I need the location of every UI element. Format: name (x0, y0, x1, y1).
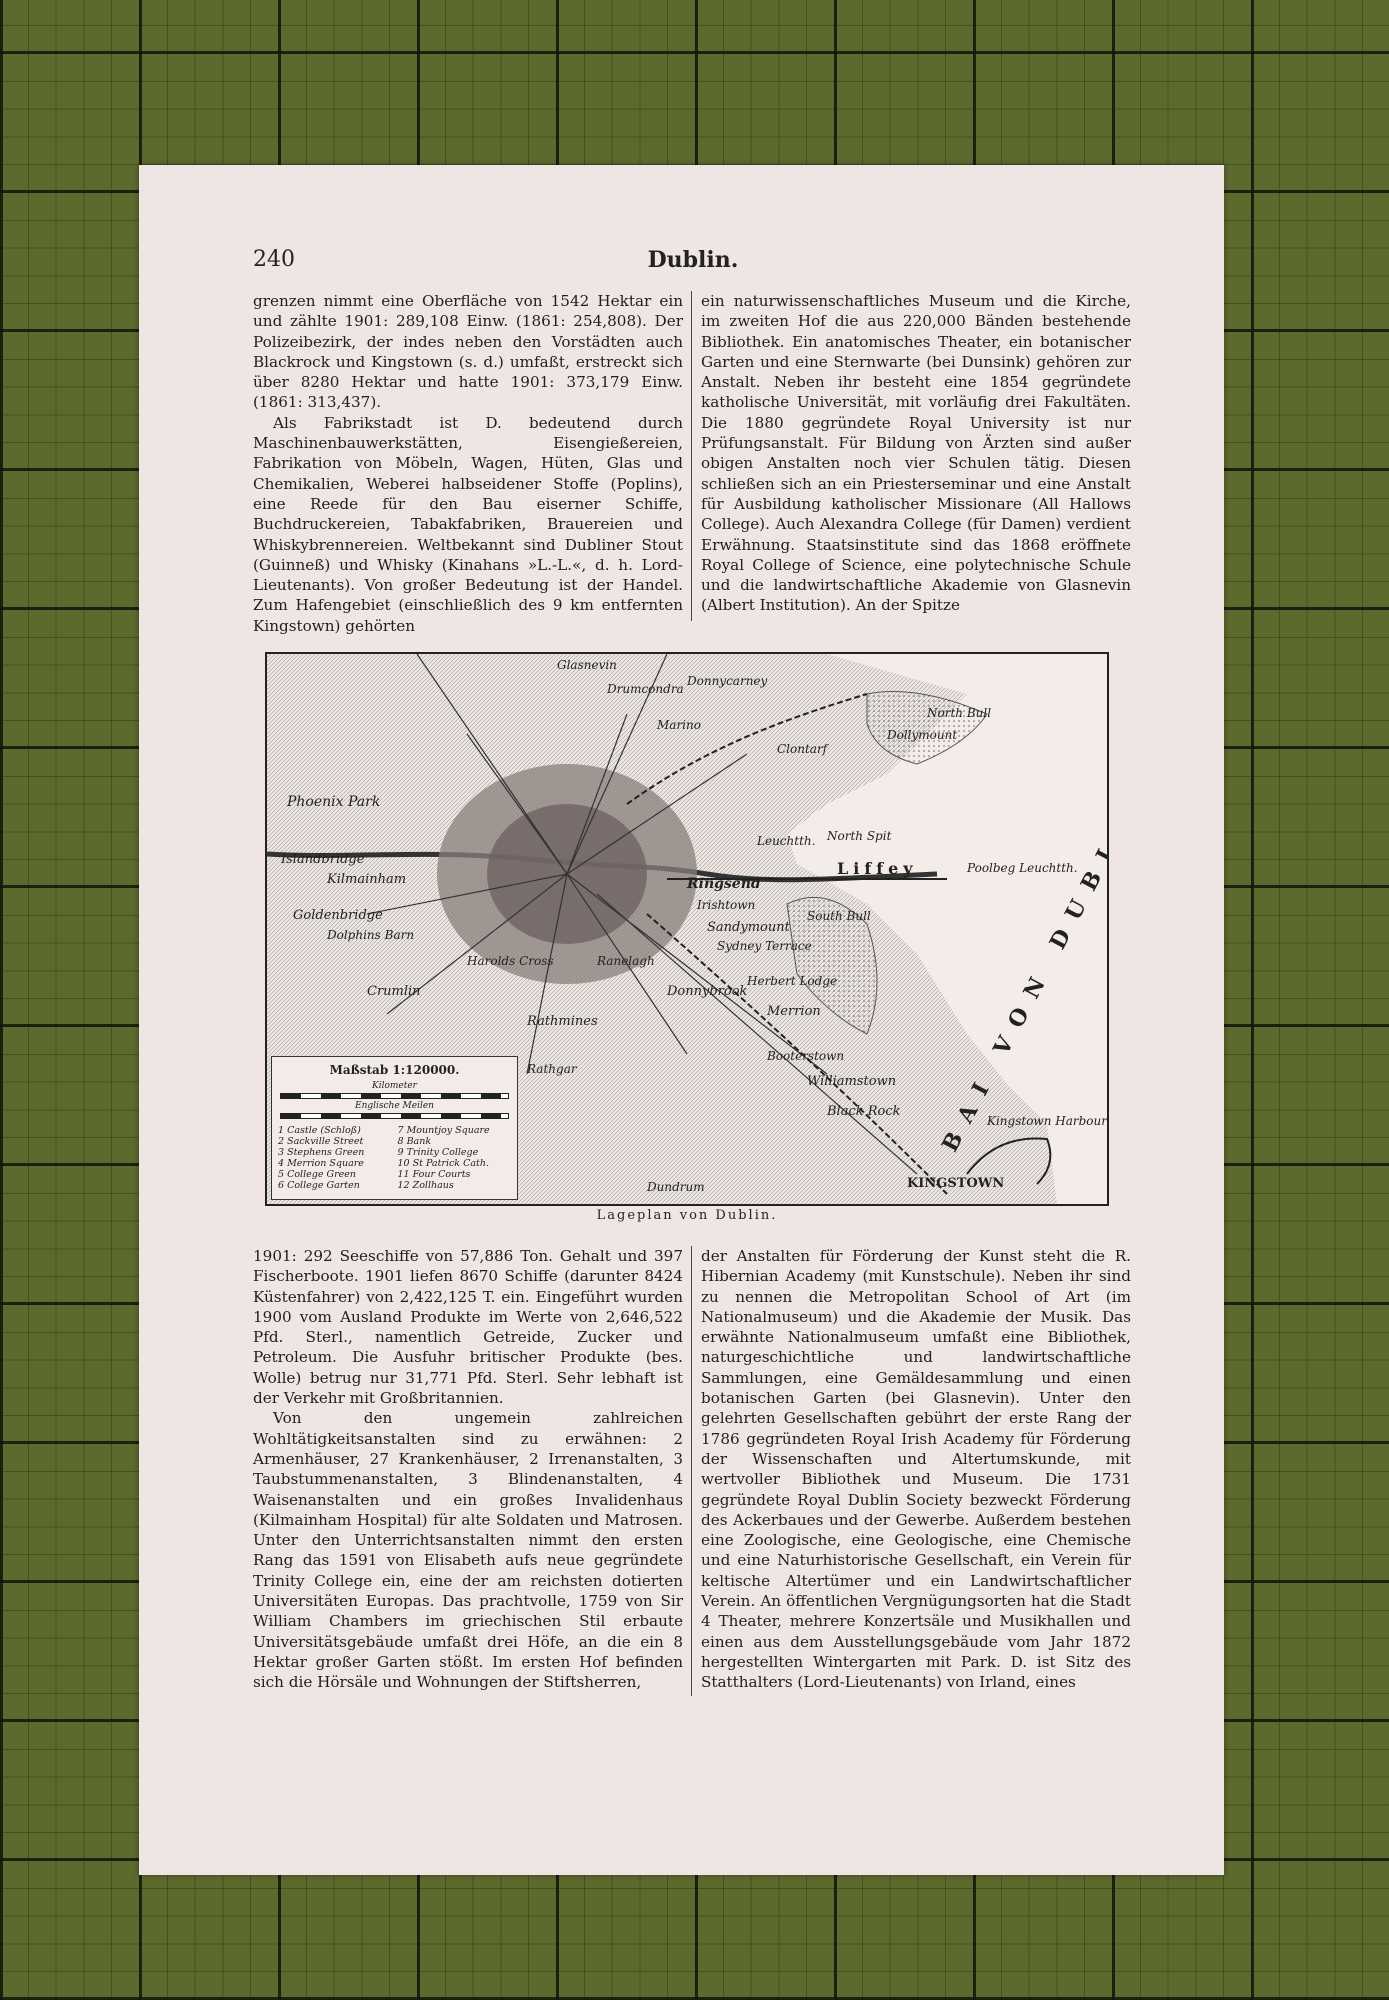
legend-item: 10 St Patrick Cath. (397, 1158, 489, 1169)
legend-item: 6 College Garten (278, 1180, 360, 1191)
map-label-ringsend: Ringsend (687, 876, 761, 892)
map-label-drumcondra: Drumcondra (607, 682, 684, 696)
map-label-crumlin: Crumlin (367, 984, 421, 999)
legend-item: 5 College Green (278, 1169, 356, 1180)
bottom-right-column (701, 1246, 1131, 1716)
legend-km-label: Kilometer (371, 1081, 417, 1091)
map-label-dundrum: Dundrum (647, 1180, 705, 1194)
map-label-marino: Marino (657, 718, 701, 732)
legend-item: 12 Zollhaus (397, 1180, 454, 1191)
paragraph: ein naturwissenschaftliches Museum und die Kirche, im zweiten Hof die aus 220,000 Bänden bestehende Bibliothek. Ein anatomisches Theater, ein botanischer Garten und eine Sternwarte (bei Dunsink) gehören zur Anstalt. Neben ihr besteht eine 1854 gegründete katholische Universität, mit vorläufig drei Fakultäten. Die 1880 gegründete Royal University ist nur Prüfungsanstalt. Für Bildung von Ärzten sind außer obigen Anstalten noch vier Schulen tätig. Diesen schließen sich an ein Priesterseminar und eine Anstalt für Ausbildung katholischer Missionare (All Hallows College). Auch Alexandra College (für Damen) verdient Erwähnung. Staatsinstitute sind das 1868 eröffnete Royal College of Science, eine polytechnische Schule und die landwirtschaftliche Akademie von Glasnevin (Albert Institution). An der Spitze (701, 292, 1131, 615)
legend-scale: Maßstab 1:120000. (329, 1063, 460, 1077)
legend-item: 9 Trinity College (397, 1147, 479, 1158)
map-label-donnybrook: Donnybrook (667, 984, 748, 999)
map-label-glasnevin: Glasnevin (557, 658, 617, 672)
paragraph: grenzen nimmt eine Oberfläche von 1542 Hektar ein und zählte 1901: 289,108 Einw. (1861: 254,808). Der Polizeibezirk, der indes neben den Vorstädten auch Blackrock und Kingstown (s. d.) umfaßt, erstreckt sich über 8280 Hektar und hatte 1901: 373,179 Einw. (1861: 313,437). (253, 292, 683, 412)
map-label-dolphins-barn: Dolphins Barn (327, 928, 415, 942)
map-label-irishtown: Irishtown (697, 898, 756, 912)
map-label-merrion: Merrion (767, 1004, 821, 1019)
map-label-islandbridge: Islandbridge (281, 852, 365, 867)
legend-item: 7 Mountjoy Square (397, 1125, 490, 1136)
running-title: Dublin. (647, 247, 739, 273)
legend-list (278, 1125, 513, 1191)
column-divider (691, 1246, 692, 1696)
bottom-left-column (253, 1246, 683, 1716)
top-left-column (253, 291, 683, 635)
map-label-booterstown: Booterstown (767, 1049, 845, 1063)
map-label-sandymount: Sandymount (707, 920, 790, 935)
map-label-north-bull: North Bull (927, 706, 992, 720)
map-label-rathmines: Rathmines (527, 1014, 598, 1029)
map-caption: Lageplan von Dublin. (596, 1208, 778, 1223)
map-label-kingstown-harbour: Kingstown Harbour (987, 1114, 1107, 1128)
legend-item: 2 Sackville Street (278, 1136, 364, 1147)
page-header (253, 247, 1133, 279)
map-label-kingstown: KINGSTOWN (907, 1176, 1005, 1191)
map-label-williamstown: Williamstown (807, 1074, 897, 1089)
legend-item: 8 Bank (397, 1136, 432, 1147)
paragraph: 1901: 292 Seeschiffe von 57,886 Ton. Gehalt und 397 Fischerboote. 1901 liefen 8670 Schiffe (darunter 8424 Küstenfahrer) von 2,422,125 T. ein. Eingeführt wurden 1900 vom Ausland Produkte im Werte von 2,646,522 Pfd. Sterl., namentlich Getreide, Zucker und Petroleum. Die Ausfuhr britischer Produkte (bes. Wolle) betrug nur 31,771 Pfd. Sterl. Sehr lebhaft ist der Verkehr mit Großbritannien. (253, 1247, 683, 1408)
map-label-harolds-cross: Harolds Cross (467, 954, 554, 968)
map-label-dollymount: Dollymount (887, 728, 958, 742)
top-right-column (701, 291, 1131, 621)
legend-miles-label: Englische Meilen (355, 1101, 434, 1111)
map-label-herbert-lodge: Herbert Lodge (747, 974, 838, 988)
column-divider (691, 291, 692, 621)
map-label-donnycarney: Donnycarney (687, 674, 768, 688)
legend-item: 3 Stephens Green (278, 1147, 365, 1158)
map-label-rathgar: Rathgar (527, 1062, 577, 1076)
map-label-south-bull: South Bull (807, 909, 871, 923)
map-legend (271, 1056, 518, 1200)
book-page (139, 165, 1224, 1875)
map-label-liffey: Liffey (837, 859, 918, 878)
map-label-bay: BAI VON (937, 960, 1058, 1157)
page-number: 240 (253, 247, 295, 272)
dublin-map (265, 652, 1109, 1206)
map-label-goldenbridge: Goldenbridge (293, 908, 383, 923)
legend-miles-bar (280, 1113, 509, 1119)
legend-item: 1 Castle (Schloß) (278, 1125, 361, 1136)
legend-item: 11 Four Courts (397, 1169, 471, 1180)
paragraph: Von den ungemein zahlreichen Wohltätigkeitsanstalten sind zu erwähnen: 2 Armenhäuser, 27 Krankenhäuser, 2 Irrenanstalten, 3 Taubstummenanstalten, 3 Blindenanstalten, 4 Waisenanstalten und ein großes Invalidenhaus (Kilmainham Hospital) für alte Soldaten und Matrosen. Unter den Unterrichtsanstalten nimmt den ersten Rang das 1591 von Elisabeth aufs neue gegründete Trinity College ein, eine der am reichsten dotierten Universitäten Europas. Das prachtvolle, 1759 von Sir William Chambers im griechischen Stil erbaute Universitätsgebäude umfaßt drei Höfe, an die ein 8 Hektar großer Garten stößt. Im ersten Hof befinden sich die Hörsäle und Wohnungen der Stiftsherren, (253, 1409, 683, 1692)
legend-km-bar (280, 1093, 509, 1099)
map-label-phoenix: Phoenix Park (287, 794, 381, 810)
map-label-ranelagh: Ranelagh (597, 954, 655, 968)
map-label-kilmainham: Kilmainham (327, 872, 407, 887)
map-label-north-spit: North Spit (827, 829, 892, 843)
map-label-clontarf: Clontarf (777, 742, 828, 756)
legend-item: 4 Merrion Square (278, 1158, 364, 1169)
map-label-black-rock: Black Rock (827, 1104, 901, 1119)
paragraph: der Anstalten für Förderung der Kunst steht die R. Hibernian Academy (mit Kunstschule). Neben ihr sind zu nennen die Metropolitan School of Art (im Nationalmuseum) und die Akademie der Musik. Das erwähnte Nationalmuseum umfaßt eine Bibliothek, naturgeschichtliche und landwirtschaftliche Sammlungen, eine Gemäldesammlung und einen botanischen Garten (bei Glasnevin). Unter den gelehrten Gesellschaften gebührt der erste Rang der 1786 gegründeten Royal Irish Academy für Förderung der Wissenschaften und Altertumskunde, mit wertvoller Bibliothek und Museum. Die 1731 gegründete Royal Dublin Society bezweckt Förderung des Ackerbaues und der Gewerbe. Außerdem bestehen eine Zoologische, eine Geologische, eine Chemische und eine Naturhistorische Gesellschaft, ein Verein für keltische Altertümer und ein Landwirtschaftlicher Verein. An öffentlichen Vergnügungsorten hat die Stadt 4 Theater, mehrere Konzertsäle und Musikhallen und einen aus dem Ausstellungsgebäude vom Jahr 1872 hergestellten Wintergarten mit Park. D. ist Sitz des Statthalters (Lord-Lieutenants) von Irland, eines (701, 1247, 1131, 1692)
map-label-sydney-terrace: Sydney Terrace (717, 939, 812, 953)
map-label-poolbeg: Poolbeg Leuchtth. (967, 861, 1078, 875)
paragraph: Als Fabrikstadt ist D. bedeutend durch Maschinenbauwerkstätten, Eisengießereien, Fabrikation von Möbeln, Wagen, Hüten, Glas und Chemikalien, Weberei halbseidener Stoffe (Poplins), eine Reede für den Bau eiserner Schiffe, Buchdruckereien, Tabakfabriken, Brauereien und Whiskybrennereien. Weltbekannt sind Dubliner Stout (Guinneß) und Whisky (Kinahans »L.-L.«, d. h. Lord-Lieutenants). Von großer Bedeutung ist der Handel. Zum Hafengebiet (einschließlich des 9 km entfernten Kingstown) gehörten (253, 413, 683, 635)
map-label-lighthouse: Leuchtth. (757, 834, 816, 848)
